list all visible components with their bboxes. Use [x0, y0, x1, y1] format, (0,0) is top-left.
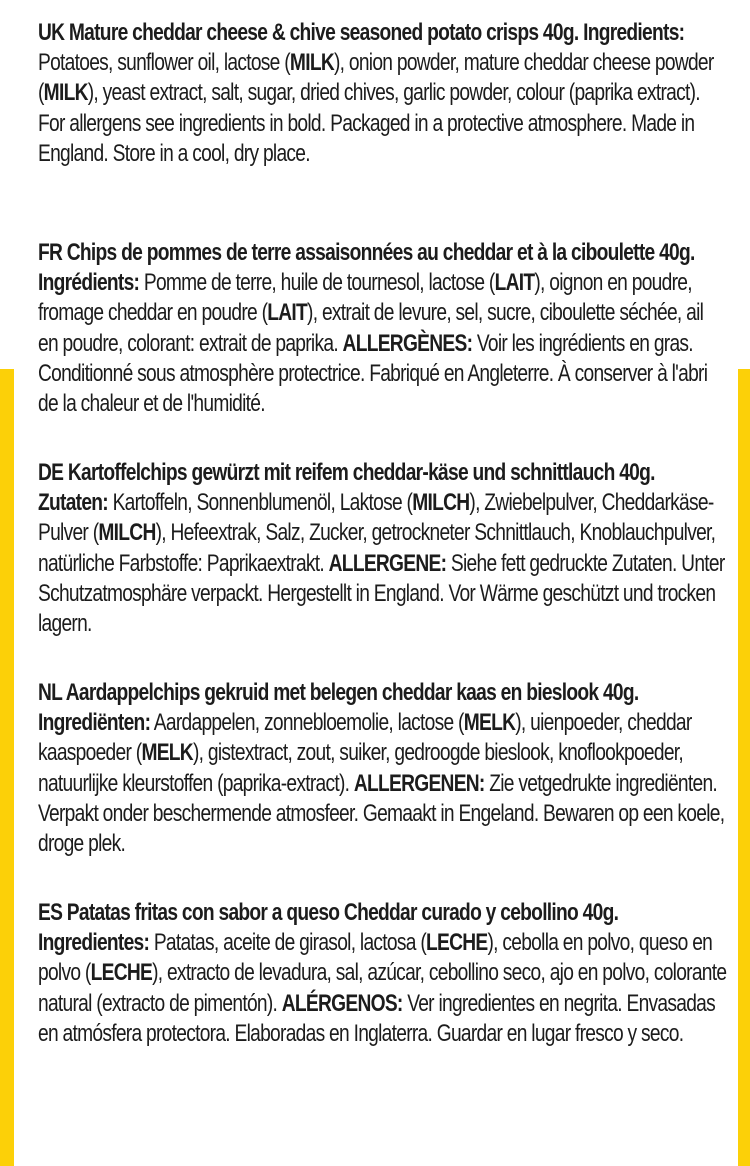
ingredient-text: ), extracto de levadura, sal, azúcar, cebollino seco, ajo en polvo, colorante natural (extracto de pimentón). — [38, 959, 727, 1017]
allergen-bold: MILK — [43, 79, 88, 107]
allergen-bold: MILK — [289, 49, 334, 77]
section-body — [38, 458, 728, 639]
ingredient-text: ), onion powder, mature cheddar cheese powder ( — [38, 49, 714, 107]
ingredient-text: Aardappelen, zonnebloemolie, lactose ( — [150, 709, 464, 737]
ingredients-text — [38, 269, 707, 417]
yellow-border-left — [0, 369, 14, 1166]
allergen-bold: LAIT — [494, 269, 535, 297]
section-body — [38, 18, 728, 109]
ingredient-text: Pomme de terre, huile de tournesol, lactose ( — [139, 269, 495, 297]
ingredient-text: ), Hefeextrak, Salz, Zucker, getrockneter Schnittlauch, Knoblauchpulver, natürliche Farbstoffe: Paprikaextrakt. — [38, 519, 716, 577]
ingredients-heading: Ingrédients: — [38, 269, 140, 297]
ingredient-text: Patatas, aceite de girasol, lactosa ( — [149, 929, 427, 957]
allergen-bold: MELK — [463, 709, 516, 737]
product-title: FR Chips de pommes de terre assaisonnées au cheddar et à la ciboulette 40g. — [38, 239, 695, 266]
ingredient-text: Potatoes, sunflower oil, lactose ( — [38, 49, 290, 77]
section-de — [38, 458, 728, 670]
ingredients-label — [38, 18, 728, 1118]
allergen-bold: ALÉRGENOS: — [281, 989, 403, 1017]
allergen-bold: MILCH — [98, 519, 156, 547]
allergen-bold: MILCH — [412, 489, 470, 517]
section-fr — [38, 238, 728, 450]
ingredient-text: ), oignon en poudre, fromage cheddar en poudre ( — [38, 269, 692, 327]
ingredient-text: ), yeast extract, salt, sugar, dried chives, garlic powder, colour (paprika extract). — [87, 79, 700, 107]
ingredient-text: ), Zwiebelpulver, Cheddarkäse-Pulver ( — [38, 489, 714, 547]
product-title: ES Patatas fritas con sabor a queso Cheddar curado y cebollino 40g. — [38, 899, 619, 926]
allergen-bold: ALLERGÈNES: — [342, 329, 473, 357]
product-title: UK Mature cheddar cheese & chive seasoned potato crisps 40g. — [38, 19, 584, 46]
ingredient-text: Zie vetgedrukte ingrediënten. Verpakt onder beschermende atmosfeer. Gemaakt in Engeland. Bewaren op een koele, droge plek. — [38, 769, 725, 858]
ingredients-text — [38, 489, 725, 637]
ingredient-text: Voir les ingrédients en gras. Conditionné sous atmosphère protectrice. Fabriqué en Angleterre. À conserver à l'abri de la chaleur et de l'humidité. — [38, 329, 708, 418]
ingredients-heading: Ingrediënten: — [38, 709, 151, 737]
allergen-bold: LECHE — [426, 929, 488, 957]
ingredient-text: ), gistextract, zout, suiker, gedroogde bieslook, knoflookpoeder, natuurlijke kleurstoffen (paprika-extract). — [38, 739, 684, 797]
ingredients-heading: Ingredientes: — [38, 929, 150, 957]
product-title: DE Kartoffelchips gewürzt mit reifem cheddar-käse und schnittlauch 40g. — [38, 459, 655, 486]
ingredient-text: Ver ingredientes en negrita. Envasadas en atmósfera protectora. Elaboradas en Inglaterra. Guardar en lugar fresco y seco. — [38, 989, 715, 1047]
allergen-bold: LECHE — [90, 959, 153, 987]
allergen-bold: LAIT — [267, 299, 308, 327]
storage-note: For allergens see ingredients in bold. Packaged in a protective atmosphere. Made in England. Store in a cool, dry place. — [38, 109, 695, 167]
section-uk — [38, 18, 728, 230]
allergen-bold: ALLERGENE: — [328, 549, 447, 577]
section-es — [38, 898, 728, 1110]
product-title: NL Aardappelchips gekruid met belegen cheddar kaas en bieslook 40g. — [38, 679, 639, 706]
ingredients-heading: Ingredients: — [583, 19, 685, 46]
ingredient-text: ), uienpoeder, cheddar kaaspoeder ( — [38, 709, 692, 767]
section-nl — [38, 678, 728, 890]
ingredient-text: ), extrait de levure, sel, sucre, ciboulette séchée, ail en poudre, colorant: extrait de paprika. — [38, 299, 704, 357]
allergen-bold: MELK — [141, 739, 193, 767]
ingredients-heading: Zutaten: — [38, 489, 108, 517]
allergen-bold: ALLERGENEN: — [353, 769, 485, 797]
ingredients-text — [38, 49, 714, 106]
section-body — [38, 238, 728, 419]
ingredient-text: ), cebolla en polvo, queso en polvo ( — [38, 929, 713, 987]
yellow-border-right — [738, 369, 750, 1166]
section-body — [38, 898, 728, 1049]
ingredient-text: Siehe fett gedruckte Zutaten. Unter Schutzatmosphäre verpackt. Hergestellt in England. Vor Wärme geschützt und trocken lagern. — [38, 549, 725, 638]
section-body — [38, 678, 728, 859]
ingredient-text: Kartoffeln, Sonnenblumenöl, Laktose ( — [107, 489, 413, 517]
